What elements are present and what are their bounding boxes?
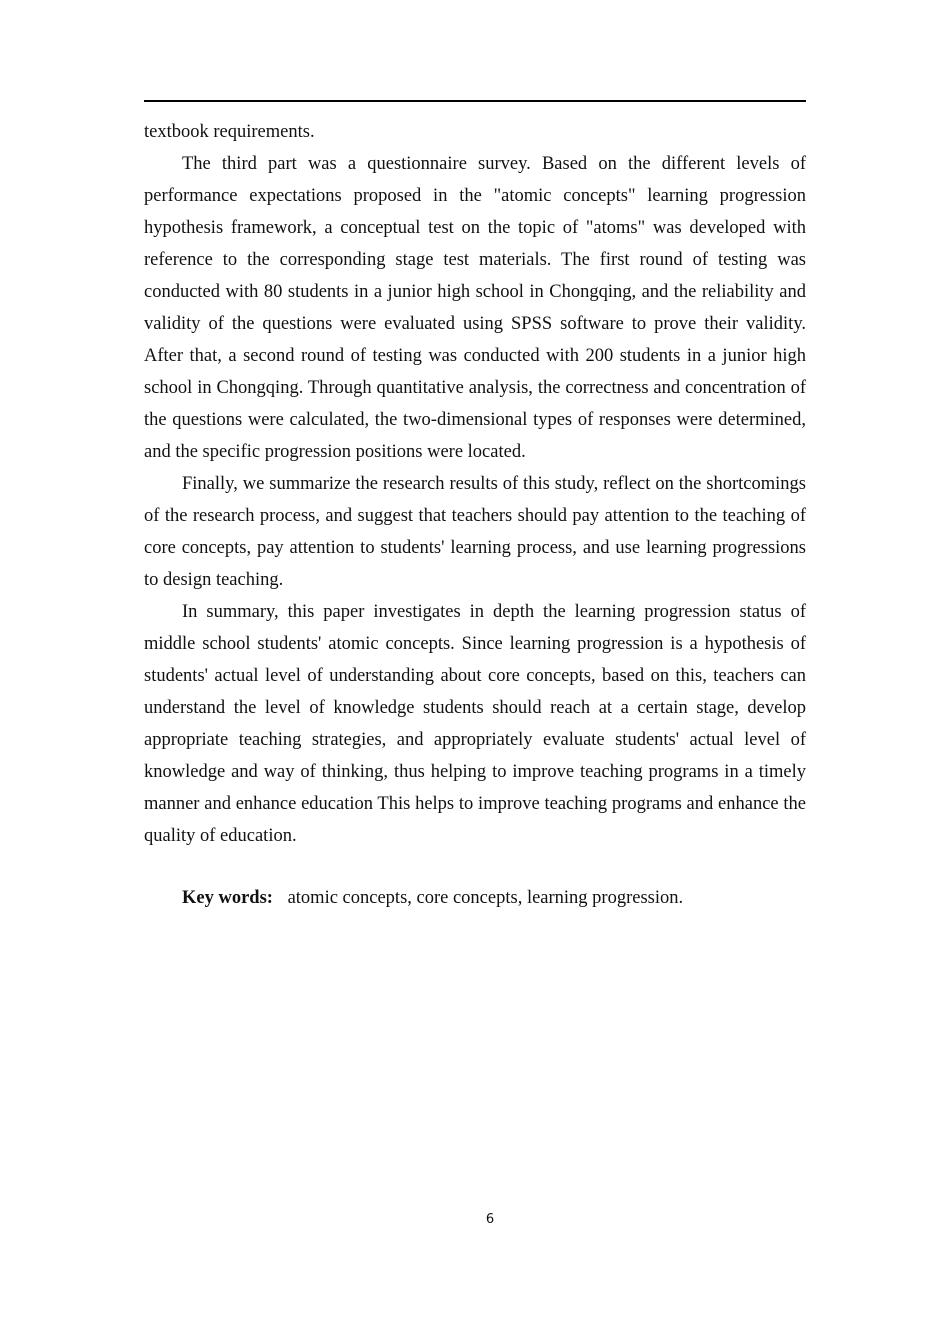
paragraph-conclusion: Finally, we summarize the research results of this study, reflect on the shortcomings of the research process, and suggest that teachers should pay attention to the teaching of core concepts, pay attention to students' learning process, and use learning progressions to design teaching. <box>144 474 806 590</box>
paragraph-continuation: textbook requirements. <box>144 122 315 142</box>
header-rule <box>144 100 806 102</box>
page-number: 6 <box>485 1212 495 1227</box>
paragraph-summary: In summary, this paper investigates in depth the learning progression status of middle school students' atomic concepts. Since learning progression is a hypothesis of students' actual level of understanding about core concepts, based on this, teachers can understand the level of knowledge students should reach at a certain stage, develop appropriate teaching strategies, and appropriately evaluate students' actual level of knowledge and way of thinking, thus helping to improve teaching programs in a timely manner and enhance education This helps to improve teaching programs and enhance the quality of education. <box>144 602 806 846</box>
keywords-line <box>182 882 806 914</box>
paragraph-questionnaire-survey: The third part was a questionnaire survey. Based on the different levels of performance expectations proposed in the "atomic concepts" learning progression hypothesis framework, a conceptual test on the topic of "atoms" was developed with reference to the corresponding stage test materials. The first round of testing was conducted with 80 students in a junior high school in Chongqing, and the reliability and validity of the questions were evaluated using SPSS software to prove their validity. After that, a second round of testing was conducted with 200 students in a junior high school in Chongqing. Through quantitative analysis, the correctness and concentration of the questions were calculated, the two-dimensional types of responses were determined, and the specific progression positions were located. <box>144 154 806 462</box>
keywords-label: Key words: <box>182 888 273 908</box>
body-text <box>144 116 806 852</box>
keywords-value: atomic concepts, core concepts, learning progression. <box>287 888 684 908</box>
